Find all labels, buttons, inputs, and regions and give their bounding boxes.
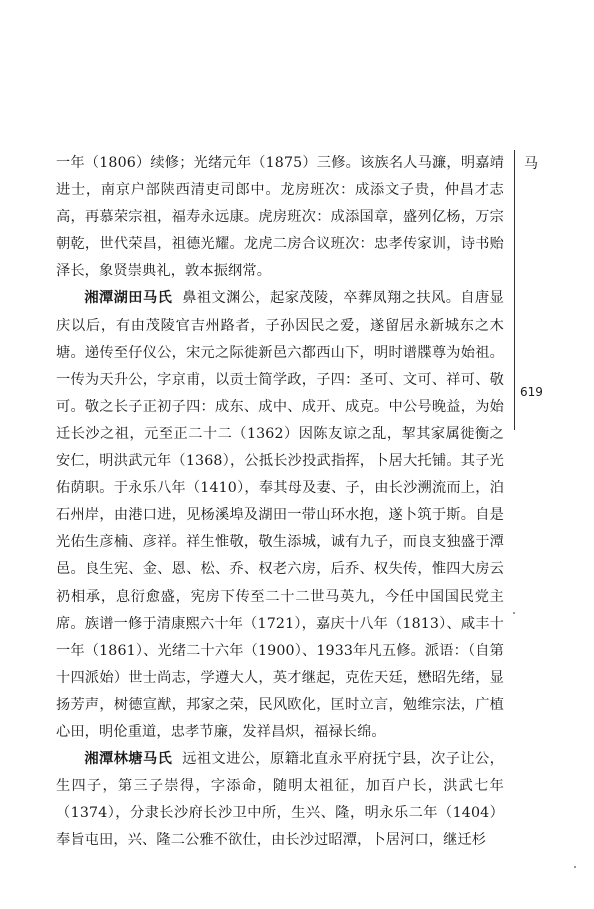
paragraph-text: 远祖文进公，原籍北直永平府抚宁县，次子让公，生四子，第三子崇得，字添命，随明太祖征，加百户长，洪武七年（1374），分隶长沙府长沙卫中所，生兴、隆，明永乐二年（1404）奉旨屯田，兴、隆二公雅不欲仕，由长沙过昭潭，卜居河口，继迁杉 [56,751,504,849]
body-text [56,150,504,854]
paragraph-hutian-ma [56,285,504,746]
paragraph-continuation [56,150,504,285]
margin-rule-lower [514,420,515,430]
paragraph-text: 鼻祖文渊公，起家茂陵，卒葬凤翔之扶风。自唐显庆以后，有由茂陵官吉州路者，子孙因民之爱，遂留居永新城东之木塘。递传至仔仪公，宋元之际徙新邑六都西山下，明时谱牒尊为始祖。一传为天升公，字京甫，以贡士简学政，子四：圣可、文可、祥可、敬可。敬之长子正初子四：成东、成中、成开、成克。中公号晚益，为始迁长沙之祖，元至正二十二（1362）因陈友谅之乱，挈其家属徙衡之安仁，明洪武元年（1368），公抵长沙投武指挥，卜居大托铺。其子光佑荫职。于永乐八年（1410），奉其母及妻、子，由长沙溯流而上，泊石州岸，由港口进，见杨溪埠及湖田一带山环水抱，遂卜筑于斯。自是光佑生彦楠、彦祥。祥生惟敬，敬生添城，诚有九子，而良支独盛于潭邑。良生宪、金、恩、松、乔、权老六房，后乔、权失传，惟四大房云礽相承，息衍愈盛，宪房下传至二十二世马英九，今任中国国民党主席。族谱一修于清康熙六十年（1721），嘉庆十八年（1813）、咸丰十一年（1861）、光绪二十六年（1900）、1933年凡五修。派语：（自第十四派始）世士尚志，学遵大人，英才继起，克佐天廷，懋昭先绪，显扬芳声，树德宣猷，邦家之荣，民风欧化，匡时立言，勉维宗法，广植心田，明伦重道，忠孝节廉，发祥昌炽，福禄长绵。 [56,290,504,740]
margin-rule [514,150,515,420]
scan-speck [574,866,576,868]
running-head: 马 [524,156,538,172]
scan-speck [513,612,515,614]
entry-title-hutian-ma: 湘潭湖田马氏 [84,290,173,307]
page-number: 619 [520,385,543,399]
paragraph-lintang-ma [56,746,504,854]
entry-title-lintang-ma: 湘潭林塘马氏 [84,751,173,768]
paragraph-text: 一年（1806）续修；光绪元年（1875）三修。该族名人马濂，明嘉靖进士，南京户部陕西清吏司郎中。龙房班次：成添文子贵，仲昌才志高，再慕荣宗祖，福寿永远康。虎房班次：成添国章，盛列亿杨，万宗朝乾，世代荣昌，祖德光耀。龙虎二房合议班次：忠孝传家训，诗书贻泽长，象贤崇典礼，敦本振纲常。 [56,155,504,280]
